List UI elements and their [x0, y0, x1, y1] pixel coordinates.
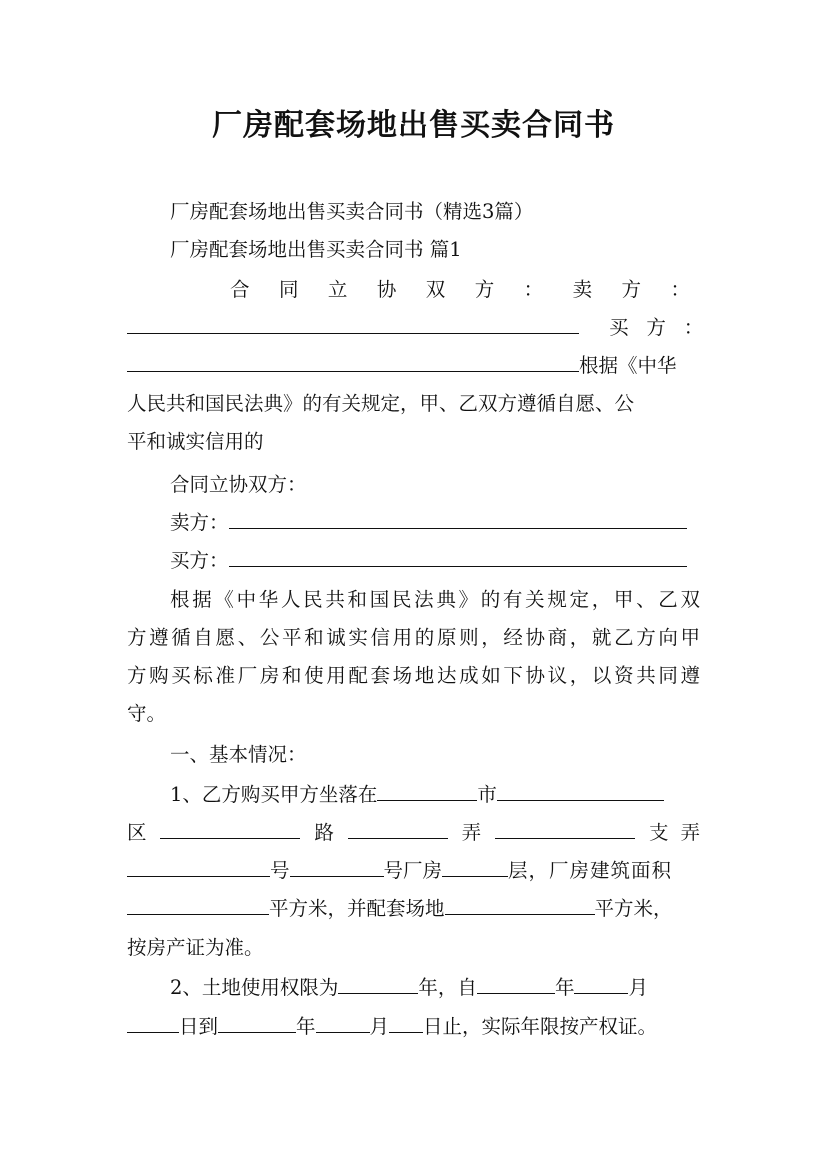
- floor-blank[interactable]: [442, 856, 508, 877]
- lane-label: 弄: [461, 821, 482, 844]
- item2-line2: [127, 1012, 700, 1042]
- buyer-field-input[interactable]: [229, 546, 687, 567]
- section-one-heading: 一、基本情况：: [170, 743, 307, 766]
- end-month-label: 月: [369, 1015, 390, 1038]
- sqm-with-land-label: 平方米，并配套场地: [269, 897, 445, 920]
- basis-line2: 人民共和国民法典》的有关规定，甲、乙双方遵循自愿、公: [127, 392, 635, 415]
- para1-line2: 方遵循自愿、公平和诚实信用的原则，经协商，就乙方向甲: [127, 626, 700, 649]
- road-label: 路: [314, 821, 334, 844]
- branch-lane-label: 支弄: [648, 821, 712, 844]
- buyer-field: [170, 546, 700, 576]
- basis-line3: 平和诚实信用的: [127, 430, 264, 453]
- seller-blank[interactable]: [127, 313, 579, 334]
- number-blank[interactable]: [290, 856, 384, 877]
- document-title: 厂房配套场地出售买卖合同书: [212, 108, 615, 143]
- years-blank[interactable]: [338, 973, 418, 994]
- district-label: 区: [127, 821, 147, 844]
- document-subtitle: 厂房配套场地出售买卖合同书（精选3篇）: [170, 200, 534, 223]
- para1-line3: 方购买标准厂房和使用配套场地达成如下协议，以资共同遵: [127, 664, 700, 687]
- end-year-label: 年: [296, 1015, 316, 1038]
- area-blank[interactable]: [127, 894, 269, 915]
- item1-line5: 按房产证为准。: [127, 936, 264, 959]
- land-blank[interactable]: [445, 894, 595, 915]
- para1-line1: 根据《中华人民共和国民法典》的有关规定，甲、乙双: [170, 588, 700, 611]
- plant-no-label: 号厂房: [383, 859, 443, 882]
- buyer-blank[interactable]: [127, 351, 579, 372]
- item1-prefix: 1、乙方购买甲方坐落在: [170, 783, 378, 806]
- start-month-label: 月: [628, 976, 648, 999]
- city-blank[interactable]: [497, 780, 664, 801]
- number-label: 号: [270, 859, 290, 882]
- end-day-blank[interactable]: [389, 1012, 423, 1033]
- item2-prefix: 2、土地使用权限为: [170, 976, 339, 999]
- seller-field-input[interactable]: [229, 508, 687, 529]
- district-blank[interactable]: [160, 818, 300, 839]
- parties-line: 合 同 立 协 双 方 ： 卖 方 ：: [230, 278, 690, 301]
- start-day-blank[interactable]: [127, 1012, 179, 1033]
- end-label: 日止，实际年限按产权证。: [423, 1015, 658, 1038]
- seller-buyer-line: 买 方 ：: [127, 313, 700, 343]
- item1-line3: [127, 856, 700, 886]
- item2-line1: [170, 973, 700, 1003]
- para1-line4: 守。: [127, 702, 167, 725]
- start-year-label: 年: [554, 976, 575, 999]
- year-label: 年，自: [418, 976, 477, 999]
- basis-line1: [127, 351, 700, 381]
- branch-lane-blank[interactable]: [127, 856, 270, 877]
- buyer-field-label: 买方：: [170, 549, 229, 572]
- start-year-blank[interactable]: [477, 973, 555, 994]
- location-blank[interactable]: [377, 780, 477, 801]
- road-blank[interactable]: [348, 818, 448, 839]
- item1-line2: [127, 818, 712, 848]
- sqm-label: 平方米，: [594, 897, 673, 920]
- floor-area-label: 层，厂房建筑面积: [508, 859, 673, 882]
- lane-blank[interactable]: [495, 818, 635, 839]
- day-to-label: 日到: [179, 1015, 219, 1038]
- section-heading: 厂房配套场地出售买卖合同书 篇1: [170, 238, 462, 261]
- seller-field: [170, 508, 700, 538]
- end-year-blank[interactable]: [218, 1012, 296, 1033]
- city-label: 市: [477, 783, 497, 806]
- start-month-blank[interactable]: [574, 973, 628, 994]
- end-month-blank[interactable]: [316, 1012, 370, 1033]
- item1-line4: [127, 894, 700, 924]
- parties-heading: 合同立协双方：: [170, 473, 307, 496]
- item1-line1: [170, 780, 700, 810]
- basis-start: 根据《中华: [579, 354, 677, 377]
- seller-field-label: 卖方：: [170, 511, 229, 534]
